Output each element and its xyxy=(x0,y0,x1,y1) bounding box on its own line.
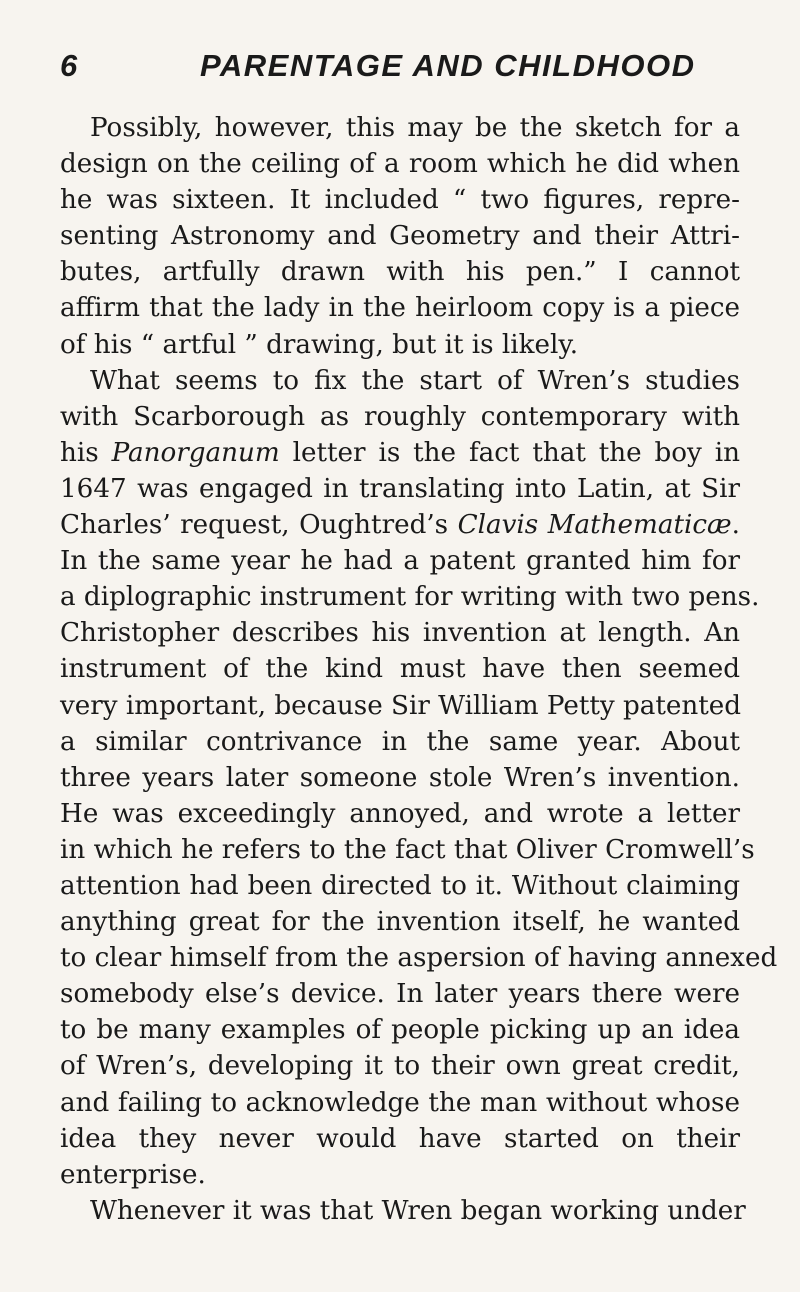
text-line: three years later someone stole Wren’s invention. xyxy=(60,762,740,793)
text-line: attention had been directed to it. Without claiming xyxy=(60,870,740,901)
text-line: to clear himself from the aspersion of having annexed xyxy=(60,943,778,974)
italic-title: Clavis Mathematicæ xyxy=(457,510,732,541)
running-head: PARENTAGE AND CHILDHOOD xyxy=(200,48,696,83)
text-segment: . xyxy=(731,510,740,541)
text-line: a similar contrivance in the same year. About xyxy=(60,726,740,757)
text-line xyxy=(60,435,740,471)
text-line: instrument of the kind must have then seemed xyxy=(60,654,740,685)
text-line: 1647 was engaged in translating into Latin, at Sir xyxy=(60,473,740,504)
text-line: design on the ceiling of a room which he did when xyxy=(60,149,740,180)
text-line: enterprise. xyxy=(60,1159,206,1190)
text-line: affirm that the lady in the heirloom copy is a piece xyxy=(60,293,740,324)
text-line: senting Astronomy and Geometry and their Attri- xyxy=(60,221,740,252)
text-line: He was exceedingly annoyed, and wrote a letter xyxy=(60,798,740,829)
text-line: he was sixteen. It included “ two figures, repre- xyxy=(60,185,740,216)
text-line: What seems to fix the start of Wren’s studies xyxy=(90,365,740,396)
text-line: anything great for the invention itself, he wanted xyxy=(60,907,740,938)
text-line: In the same year he had a patent granted him for xyxy=(60,546,740,577)
text-line: and failing to acknowledge the man without whose xyxy=(60,1087,740,1118)
text-line: a diplographic instrument for writing with two pens. xyxy=(60,582,760,613)
text-line: in which he refers to the fact that Oliver Cromwell’s xyxy=(60,834,755,865)
italic-title: Panorganum xyxy=(111,437,280,468)
text-line: very important, because Sir William Petty patented xyxy=(60,690,742,721)
text-line: Christopher describes his invention at length. An xyxy=(60,618,740,649)
body-text xyxy=(60,110,778,1229)
text-line: of his “ artful ” drawing, but it is likely. xyxy=(60,329,579,360)
text-segment: his xyxy=(60,437,112,468)
page-number: 6 xyxy=(60,48,79,83)
text-line: Whenever it was that Wren began working under xyxy=(90,1195,746,1226)
text-line: butes, artfully drawn with his pen.” I cannot xyxy=(60,257,740,288)
text-line: Possibly, however, this may be the sketch for a xyxy=(90,113,740,143)
text-line: somebody else’s device. In later years there were xyxy=(60,979,740,1010)
text-line: idea they never would have started on their xyxy=(60,1123,740,1154)
text-line: of Wren’s, developing it to their own great credit, xyxy=(60,1051,740,1082)
text-segment: letter is the fact that the boy in xyxy=(279,437,740,468)
page-header xyxy=(60,48,740,108)
text-segment: Charles’ request, Oughtred’s xyxy=(60,510,458,541)
text-line: with Scarborough as roughly contemporary with xyxy=(60,401,740,432)
text-line: to be many examples of people picking up an idea xyxy=(60,1015,740,1046)
text-line xyxy=(60,507,740,543)
